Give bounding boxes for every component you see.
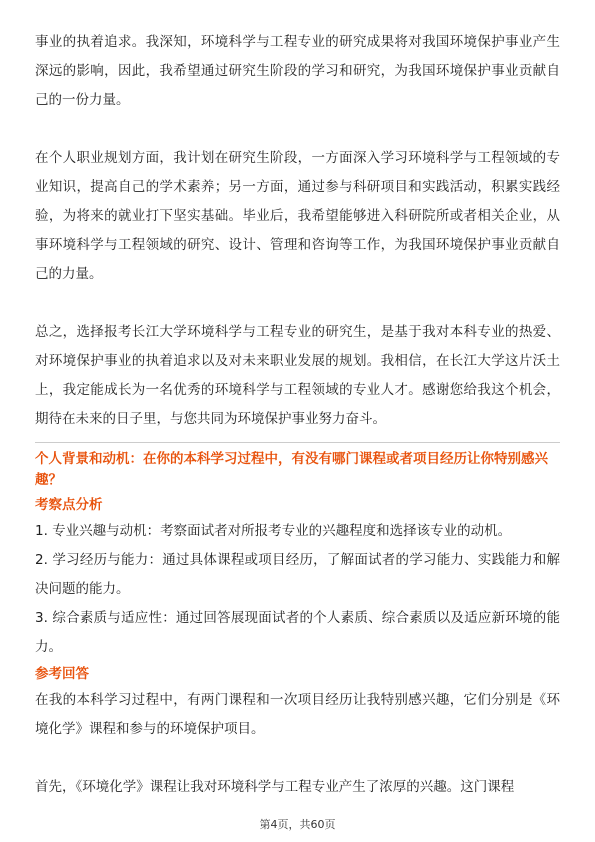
paragraph-gap [35,744,560,773]
intro-paragraph-2: 在个人职业规划方面，我计划在研究生阶段，一方面深入学习环境科学与工程领域的专业知识，提高自己的学术素养；另一方面，通过参与科研项目和实践活动，积累实践经验，为将来的就业打下坚实基础。毕业后，我希望能够进入科研院所或者相关企业，从事环境科学与工程领域的研究、设计、管理和咨询等工作，为我国环境保护事业贡献自己的力量。 [35,150,560,282]
page-number-footer: 第4页，共60页 [259,818,336,831]
analysis-heading: 考察点分析 [35,497,103,513]
section-divider [35,442,560,443]
document-page [35,28,560,808]
intro-paragraph-1: 事业的执着追求。我深知，环境科学与工程专业的研究成果将对我国环境保护事业产生深远的影响，因此，我希望通过研究生阶段的学习和研究，为我国环境保护事业贡献自己的一份力量。 [35,34,560,108]
analysis-item-2: 2. 学习经历与能力：通过具体课程或项目经历，了解面试者的学习能力、实践能力和解决问题的能力。 [35,552,560,597]
analysis-item-1: 1. 专业兴趣与动机：考察面试者对所报考专业的兴趣程度和选择该专业的动机。 [35,523,512,539]
paragraph-gap [35,289,560,318]
analysis-item-3: 3. 综合素质与适应性：通过回答展现面试者的个人素质、综合素质以及适应新环境的能力。 [35,610,560,655]
answer-heading: 参考回答 [35,666,89,682]
paragraph-gap [35,115,560,144]
intro-paragraph-3: 总之，选择报考长江大学环境科学与工程专业的研究生，是基于我对本科专业的热爱、对环境保护事业的执着追求以及对未来职业发展的规划。我相信，在长江大学这片沃土上，我定能成长为一名优秀的环境科学与工程领域的专业人才。感谢您给我这个机会，期待在未来的日子里，与您共同为环境保护事业努力奋斗。 [35,324,560,427]
interview-question: 个人背景和动机：在你的本科学习过程中，有没有哪门课程或者项目经历让你特别感兴趣？ [35,451,548,488]
answer-paragraph-2: 首先，《环境化学》课程让我对环境科学与工程专业产生了浓厚的兴趣。这门课程 [35,779,515,795]
answer-paragraph-1: 在我的本科学习过程中，有两门课程和一次项目经历让我特别感兴趣，它们分别是《环境化学》课程和参与的环境保护项目。 [35,692,560,737]
